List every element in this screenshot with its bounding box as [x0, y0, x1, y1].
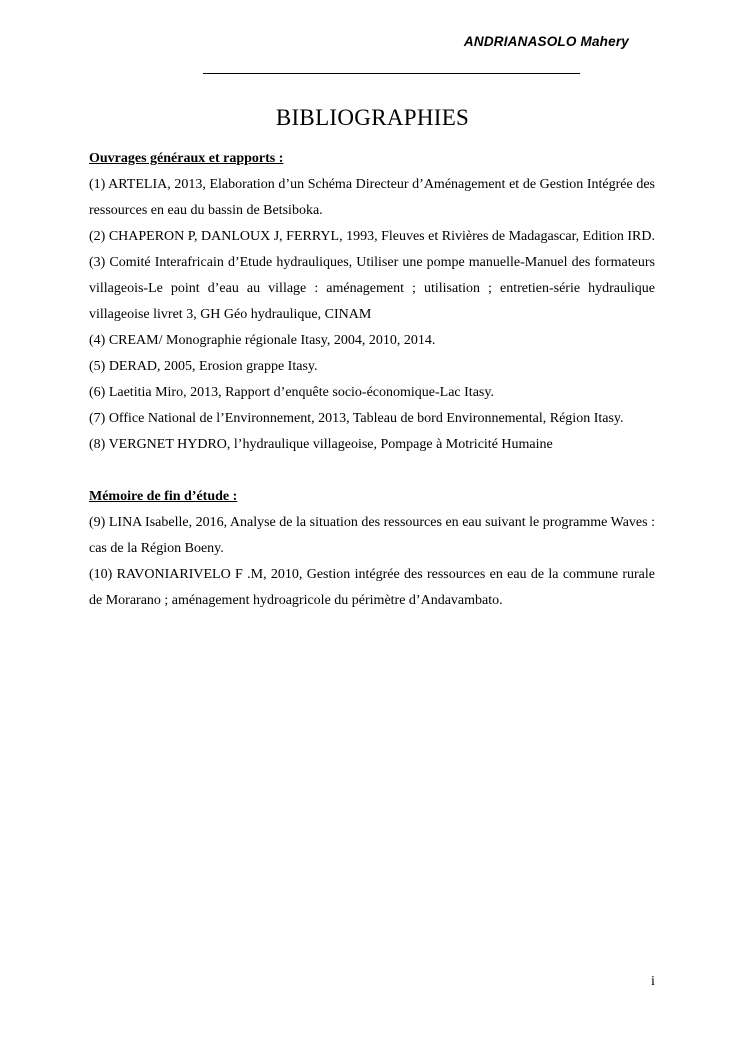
bibliography-entry: (5) DERAD, 2005, Erosion grappe Itasy. [89, 359, 318, 374]
bibliography-entry: (8) VERGNET HYDRO, l’hydraulique villageoise, Pompage à Motricité Humaine [89, 437, 553, 452]
page-title: BIBLIOGRAPHIES [275, 105, 470, 130]
page-number: i [651, 974, 655, 989]
bibliography-content [89, 146, 655, 614]
bibliography-entry: (2) CHAPERON P, DANLOUX J, FERRYL, 1993, Fleuves et Rivières de Madagascar, Edition IRD. [89, 229, 656, 244]
section-heading-thesis: Mémoire de fin d’étude : [89, 489, 238, 504]
bibliography-entry: (3) Comité Interafricain d’Etude hydrauliques, Utiliser une pompe manuelle-Manuel des formateurs villageois-Le point d’eau au village : aménagement ; utilisation ; entretien-série hydraulique villageoise livret 3, GH Géo hydraulique, CINAM [89, 255, 655, 322]
bibliography-entry: (1) ARTELIA, 2013, Elaboration d’un Schéma Directeur d’Aménagement et de Gestion Intégrée des ressources en eau du bassin de Betsiboka. [89, 177, 655, 218]
header-rule [203, 73, 580, 74]
section-heading-general-works: Ouvrages généraux et rapports : [89, 151, 284, 166]
bibliography-entry: (10) RAVONIARIVELO F .M, 2010, Gestion intégrée des ressources en eau de la commune rurale de Morarano ; aménagement hydroagricole du périmètre d’Andavambato. [89, 567, 655, 608]
bibliography-entry: (9) LINA Isabelle, 2016, Analyse de la situation des ressources en eau suivant le programme Waves : cas de la Région Boeny. [89, 515, 655, 556]
header-author: ANDRIANASOLO Mahery [463, 34, 629, 49]
bibliography-entry: (4) CREAM/ Monographie régionale Itasy, 2004, 2010, 2014. [89, 333, 436, 348]
bibliography-entry: (6) Laetitia Miro, 2013, Rapport d’enquête socio-économique-Lac Itasy. [89, 385, 494, 400]
section-spacer [89, 458, 655, 484]
bibliography-entry: (7) Office National de l’Environnement, 2013, Tableau de bord Environnemental, Région Itasy. [89, 411, 624, 426]
